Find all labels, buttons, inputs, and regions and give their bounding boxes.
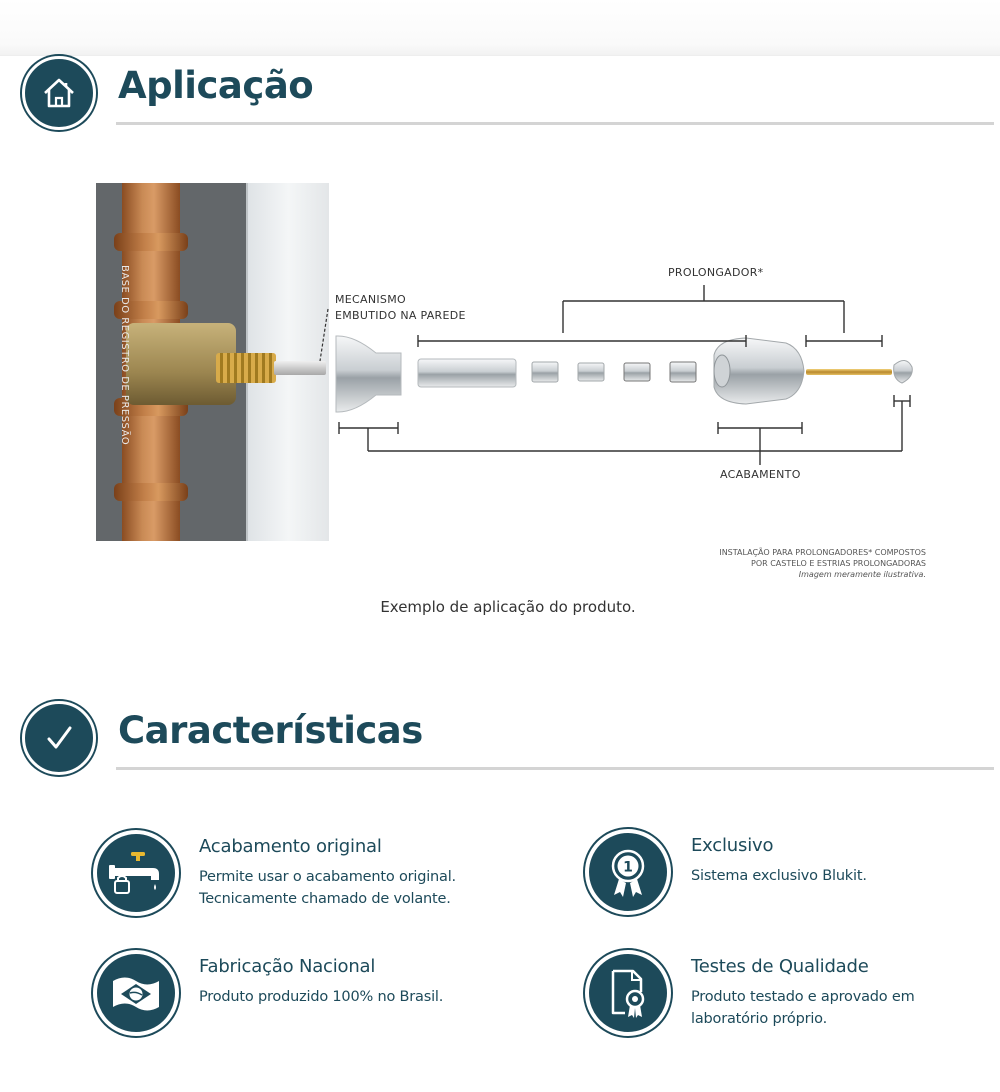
diagram-parts	[96, 183, 926, 483]
diagram-caption: Exemplo de aplicação do produto.	[380, 598, 636, 616]
feature-description	[691, 986, 991, 1030]
note-line: POR CASTELO E ESTRIAS PROLONGADORAS	[751, 559, 926, 568]
faucet-icon	[93, 830, 179, 916]
section-divider	[116, 122, 994, 125]
feature-testes-qualidade	[585, 950, 1000, 1050]
feature-title: Acabamento original	[199, 836, 382, 857]
feature-desc-line: Tecnicamente chamado de volante.	[199, 891, 451, 907]
svg-text:1: 1	[623, 859, 633, 876]
aplicacao-header	[22, 56, 1000, 136]
check-icon	[22, 701, 96, 775]
home-icon	[22, 56, 96, 130]
certificate-icon	[585, 950, 671, 1036]
wall-label: BASE DO REGISTRO DE PRESSÃO	[119, 265, 130, 446]
note-line: INSTALAÇÃO PARA PROLONGADORES* COMPOSTOS	[719, 548, 926, 557]
feature-acabamento-original	[93, 830, 533, 930]
pipe-ring	[114, 483, 188, 501]
feature-fabricacao-nacional	[93, 950, 533, 1050]
section-title-caracteristicas: Características	[118, 709, 423, 752]
feature-description	[199, 866, 499, 910]
application-diagram	[96, 183, 926, 583]
feature-desc-line: Produto produzido 100% no Brasil.	[199, 989, 444, 1005]
caracteristicas-header	[22, 701, 1000, 781]
label-acabamento: ACABAMENTO	[720, 468, 801, 481]
feature-title: Exclusivo	[691, 835, 774, 856]
feature-title: Testes de Qualidade	[691, 956, 869, 977]
feature-desc-line: Sistema exclusivo Blukit.	[691, 868, 867, 884]
label-prolongador: PROLONGADOR*	[668, 266, 764, 279]
brazil-flag-icon	[93, 950, 179, 1036]
feature-description	[199, 986, 499, 1008]
feature-description	[691, 865, 991, 887]
feature-desc-line: laboratório próprio.	[691, 1011, 828, 1027]
label-mecanismo-2: EMBUTIDO NA PAREDE	[335, 309, 466, 322]
feature-desc-line: Produto testado e aprovado em	[691, 989, 915, 1005]
section-title-aplicacao: Aplicação	[118, 64, 314, 107]
top-band	[0, 0, 1000, 56]
feature-title: Fabricação Nacional	[199, 956, 376, 977]
feature-exclusivo	[585, 829, 1000, 929]
note-line: Imagem meramente ilustrativa.	[798, 570, 926, 579]
feature-desc-line: Permite usar o acabamento original.	[199, 869, 456, 885]
label-mecanismo-1: MECANISMO	[335, 293, 406, 306]
installation-note	[596, 547, 926, 580]
section-divider	[116, 767, 994, 770]
medal-icon	[585, 829, 671, 915]
